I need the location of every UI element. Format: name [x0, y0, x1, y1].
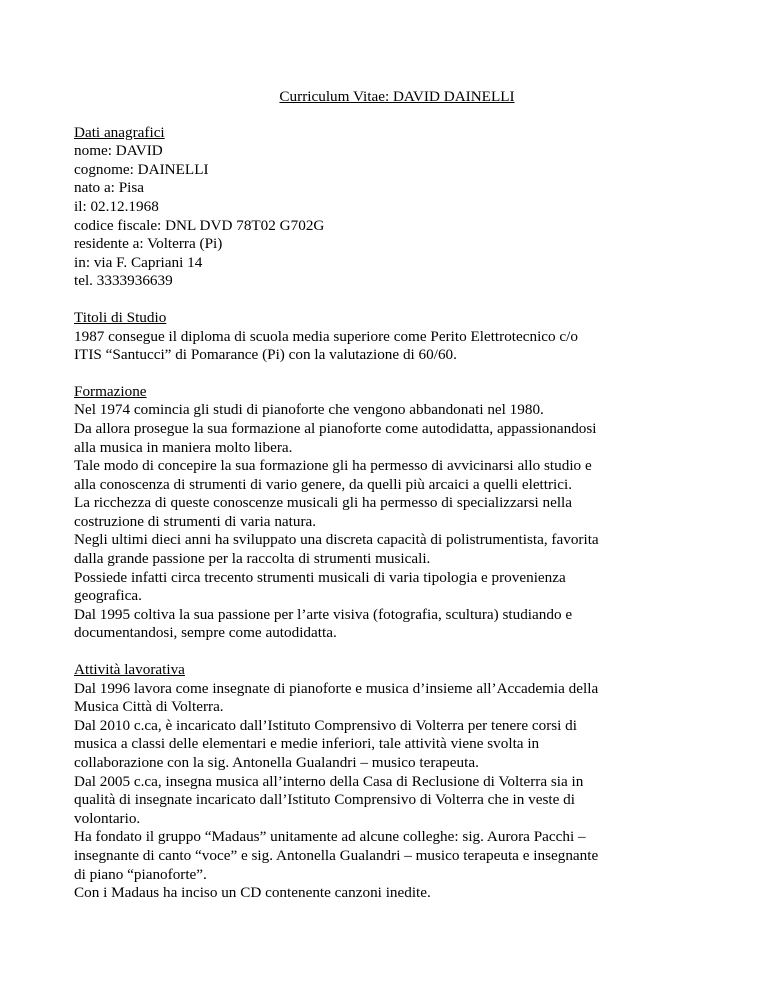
text-line: Dal 1996 lavora come insegnate di pianoforte e musica d’insieme all’Accademia della — [74, 679, 599, 697]
text-line: nato a: Pisa — [74, 179, 145, 197]
text-line: Dal 1995 coltiva la sua passione per l’arte visiva (fotografia, scultura) studiando e — [74, 605, 573, 623]
section-heading: Titoli di Studio — [74, 308, 167, 326]
text-line: in: via F. Capriani 14 — [74, 253, 203, 271]
text-line: cognome: DAINELLI — [74, 160, 209, 178]
text-line: geografica. — [74, 587, 142, 605]
text-line: volontario. — [74, 809, 141, 827]
text-line: Con i Madaus ha inciso un CD contenente canzoni inedite. — [74, 884, 431, 902]
text-line: Possiede infatti circa trecento strumenti musicali di varia tipologia e provenienza — [74, 568, 566, 586]
text-line: 1987 consegue il diploma di scuola media superiore come Perito Elettrotecnico c/o — [74, 327, 578, 345]
text-line: documentandosi, sempre come autodidatta. — [74, 624, 337, 642]
text-line: costruzione di strumenti di varia natura. — [74, 512, 317, 530]
text-line: Da allora prosegue la sua formazione al pianoforte come autodidatta, appassionandosi — [74, 419, 597, 437]
text-line: Dal 2010 c.ca, è incaricato dall’Istituto Comprensivo di Volterra per tenere corsi di — [74, 716, 577, 734]
text-line: Tale modo di concepire la sua formazione gli ha permesso di avvicinarsi allo studio e — [74, 457, 592, 475]
section-titoli-di-studio — [74, 309, 714, 365]
text-line: alla musica in maniera molto libera. — [74, 438, 293, 456]
text-line: tel. 3333936639 — [74, 272, 173, 290]
text-line: Musica Città di Volterra. — [74, 698, 224, 716]
text-line: alla conoscenza di strumenti di vario genere, da quelli più arcaici a quelli elettrici. — [74, 475, 573, 493]
text-line: Dal 2005 c.ca, insegna musica all’interno della Casa di Reclusione di Volterra sia in — [74, 772, 584, 790]
text-line: La ricchezza di queste conoscenze musicali gli ha permesso di specializzarsi nella — [74, 494, 573, 512]
text-line: Nel 1974 comincia gli studi di pianoforte che vengono abbandonati nel 1980. — [74, 401, 544, 419]
sections-container — [74, 124, 714, 903]
text-line: Ha fondato il gruppo “Madaus” unitamente ad alcune colleghe: sig. Aurora Pacchi – — [74, 828, 586, 846]
text-line: insegnante di canto “voce” e sig. Antonella Gualandri – musico terapeuta e insegnante — [74, 846, 599, 864]
document-page — [74, 88, 714, 921]
text-line: ITIS “Santucci” di Pomarance (Pi) con la valutazione di 60/60. — [74, 346, 457, 364]
document-title: Curriculum Vitae: DAVID DAINELLI — [279, 88, 515, 105]
text-line: dalla grande passione per la raccolta di strumenti musicali. — [74, 550, 431, 568]
text-line: collaborazione con la sig. Antonella Gualandri – musico terapeuta. — [74, 754, 479, 771]
text-line: musica a classi delle elementari e medie inferiori, tale attività viene svolta in — [74, 735, 540, 753]
section-formazione — [74, 383, 714, 643]
text-line: il: 02.12.1968 — [74, 197, 159, 215]
text-line: nome: DAVID — [74, 142, 163, 160]
section-attivita-lavorativa — [74, 661, 714, 903]
section-heading: Attività lavorativa — [74, 661, 185, 679]
text-line: qualità di insegnate incaricato dall’Istituto Comprensivo di Volterra che in veste di — [74, 791, 575, 809]
text-line: codice fiscale: DNL DVD 78T02 G702G — [74, 216, 325, 234]
section-heading: Dati anagrafici — [74, 123, 165, 141]
text-line: di piano “pianoforte”. — [74, 865, 207, 883]
text-line: Negli ultimi dieci anni ha sviluppato una discreta capacità di polistrumentista, favorita — [74, 531, 599, 549]
section-heading: Formazione — [74, 382, 147, 400]
text-line: residente a: Volterra (Pi) — [74, 235, 223, 253]
section-dati-anagrafici — [74, 124, 714, 291]
